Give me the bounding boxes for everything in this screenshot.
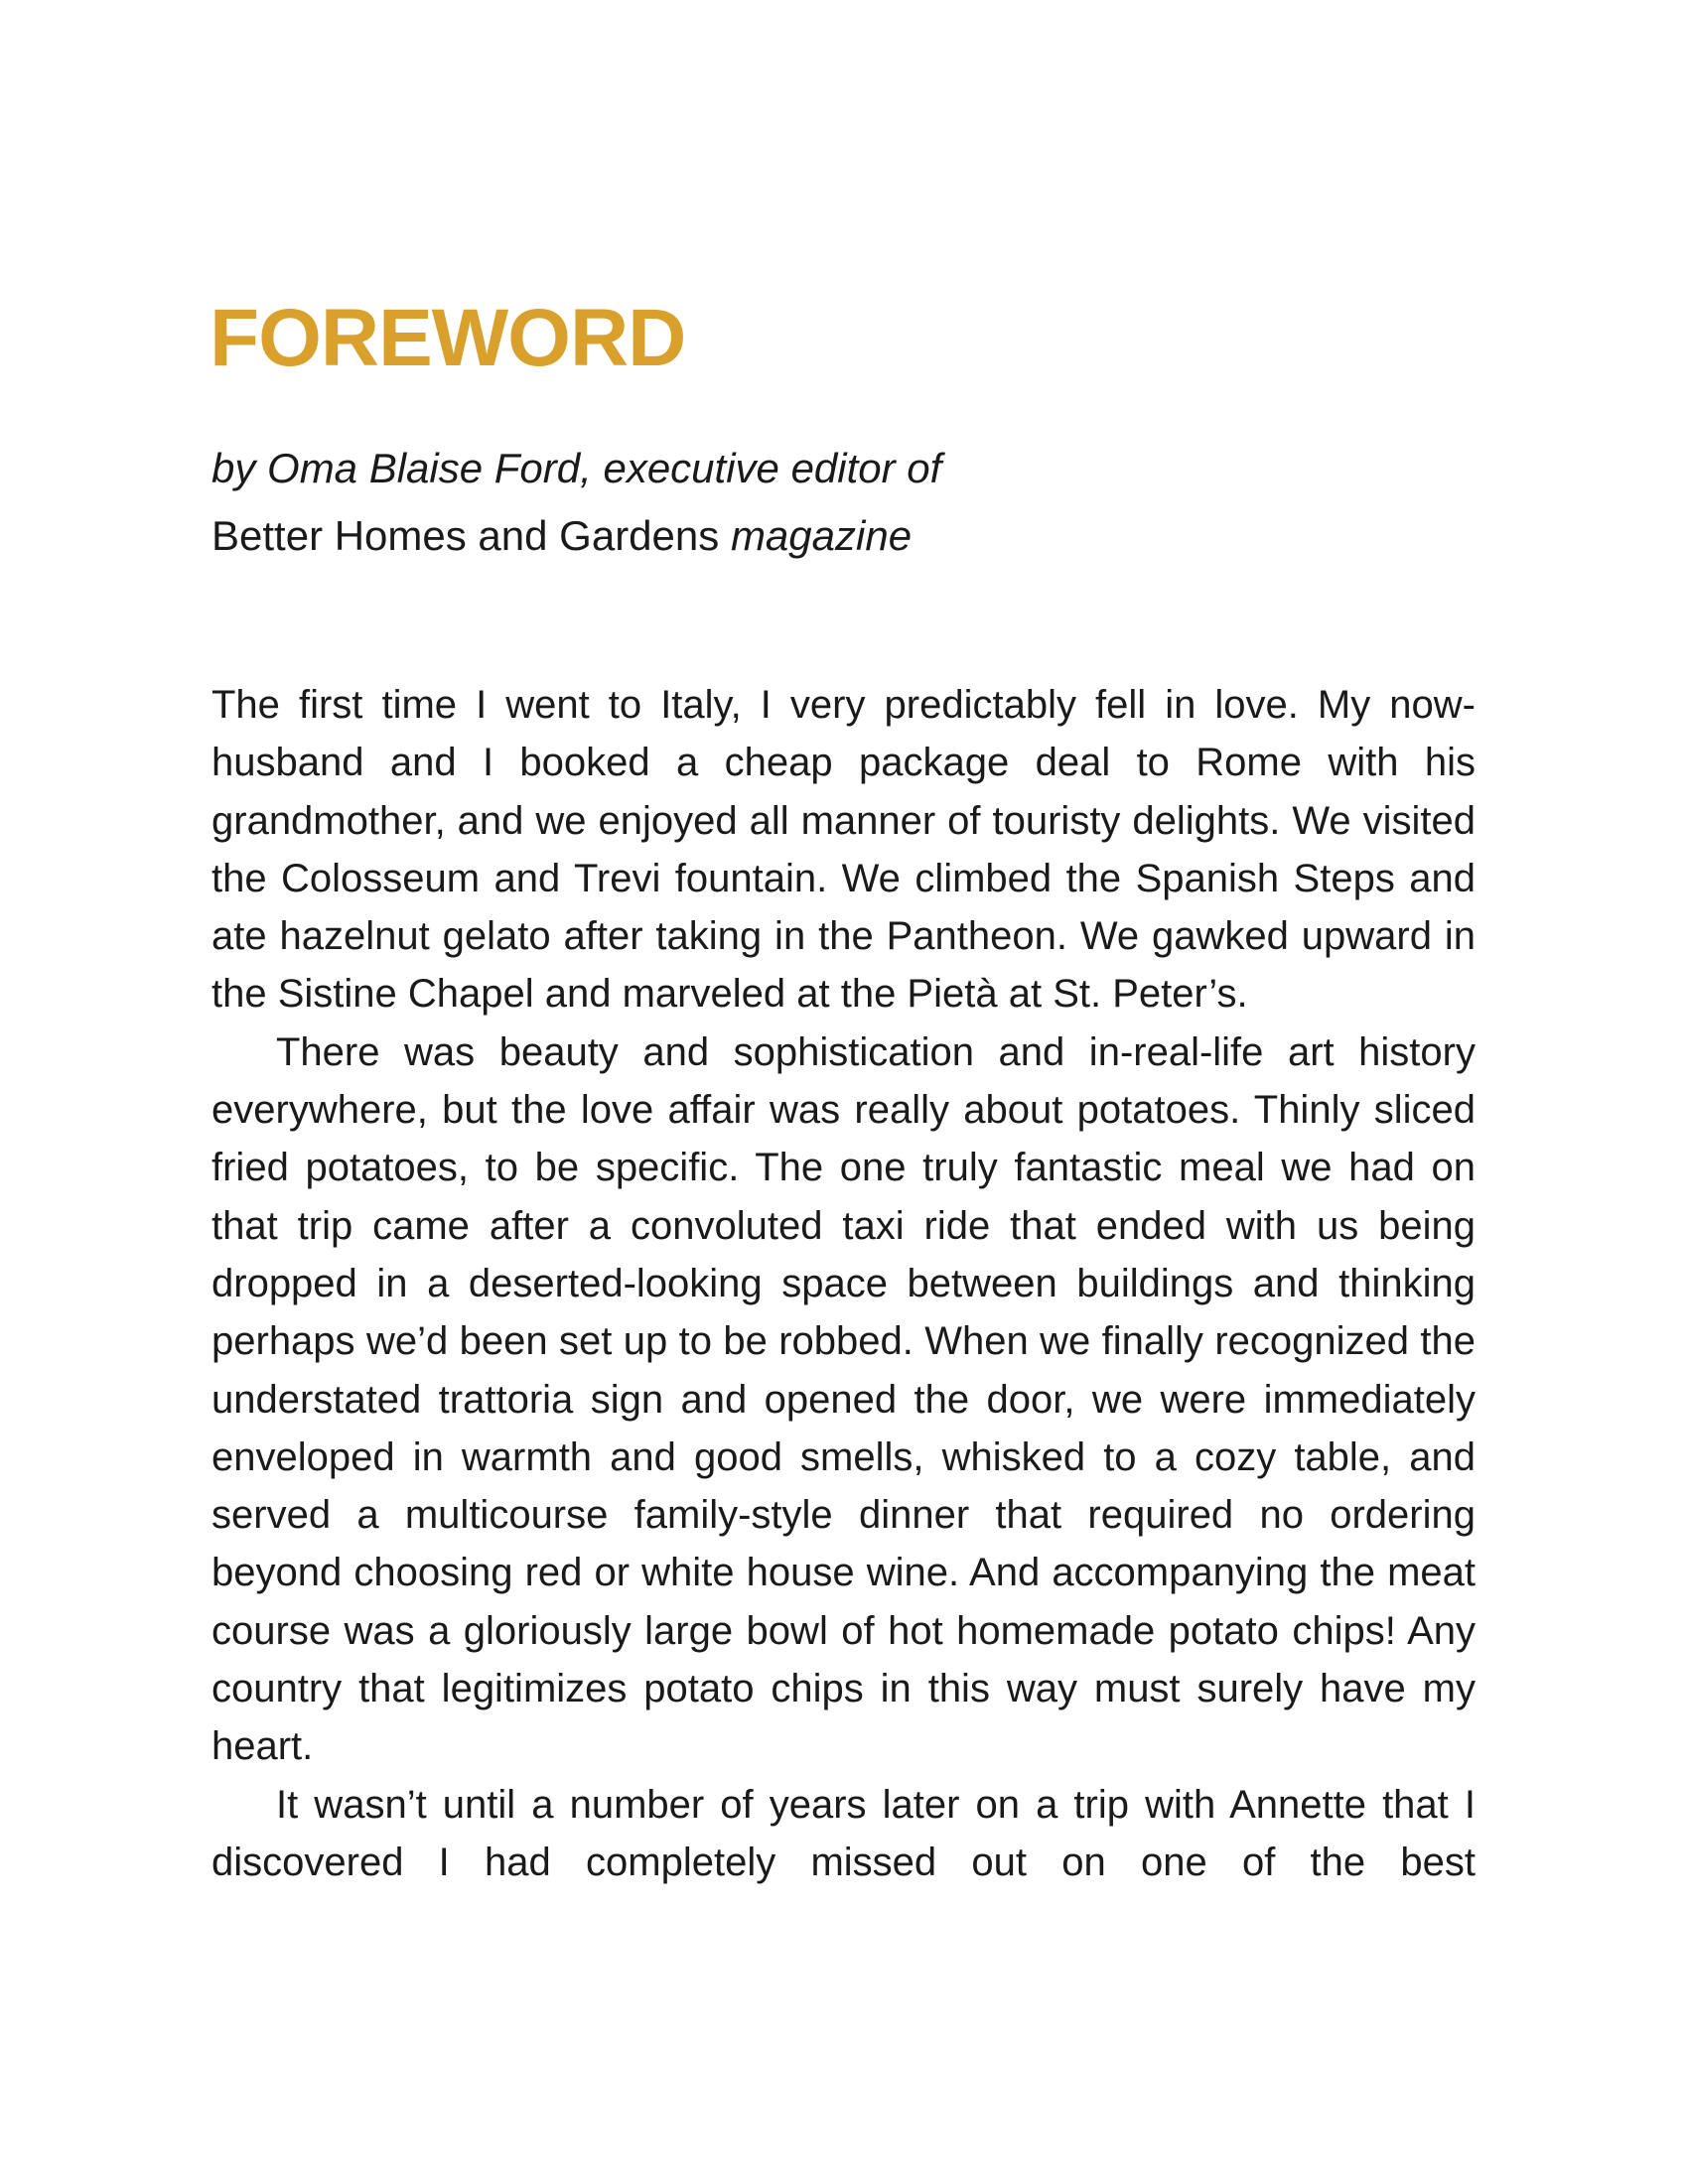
paragraph-2: There was beauty and sophistication and in-real-life art history everywhere, but the love affair was really about potatoes. Thinly sliced fried potatoes, to be specific. The one truly fantastic meal we had on that trip came after a convoluted taxi ride that ended with us being dropped in a deserted-looking space between buildings and thinking perhaps we’d been set up to be robbed. When we finally recognized the understated trattoria sign and opened the door, we were immediately enveloped in warmth and good smells, whisked to a cozy table, and served a multicourse family-style dinner that required no ordering beyond choosing red or white house wine. And accompanying the meat course was a gloriously large bowl of hot homemade potato chips! Any country that legitimizes potato chips in this way must surely have my heart. bbox=[211, 1029, 1476, 1769]
publication-title: Better Homes and Gardens bbox=[211, 512, 720, 559]
byline-publication-line bbox=[211, 502, 1502, 570]
byline-author-line bbox=[211, 435, 1502, 502]
body-text bbox=[211, 676, 1476, 1891]
page-title: FOREWORD bbox=[210, 293, 686, 383]
paragraph-3: It wasn’t until a number of years later on a trip with Annette that I discovered I had completely missed out on one of the best bbox=[211, 1782, 1476, 1884]
byline bbox=[211, 435, 1502, 570]
publication-suffix: magazine bbox=[730, 512, 913, 559]
paragraph-1: The first time I went to Italy, I very predictably fell in love. My now-husband and I booked a cheap package deal to Rome with his grandmother, and we enjoyed all manner of touristy delights. We visited the Colosseum and Trevi fountain. We climbed the Spanish Steps and ate hazelnut gelato after taking in the Pantheon. We gawked upward in the Sistine Chapel and marveled at the Pietà at St. Peter’s. bbox=[211, 683, 1476, 1017]
byline-author: by Oma Blaise Ford, executive editor of bbox=[211, 445, 942, 491]
